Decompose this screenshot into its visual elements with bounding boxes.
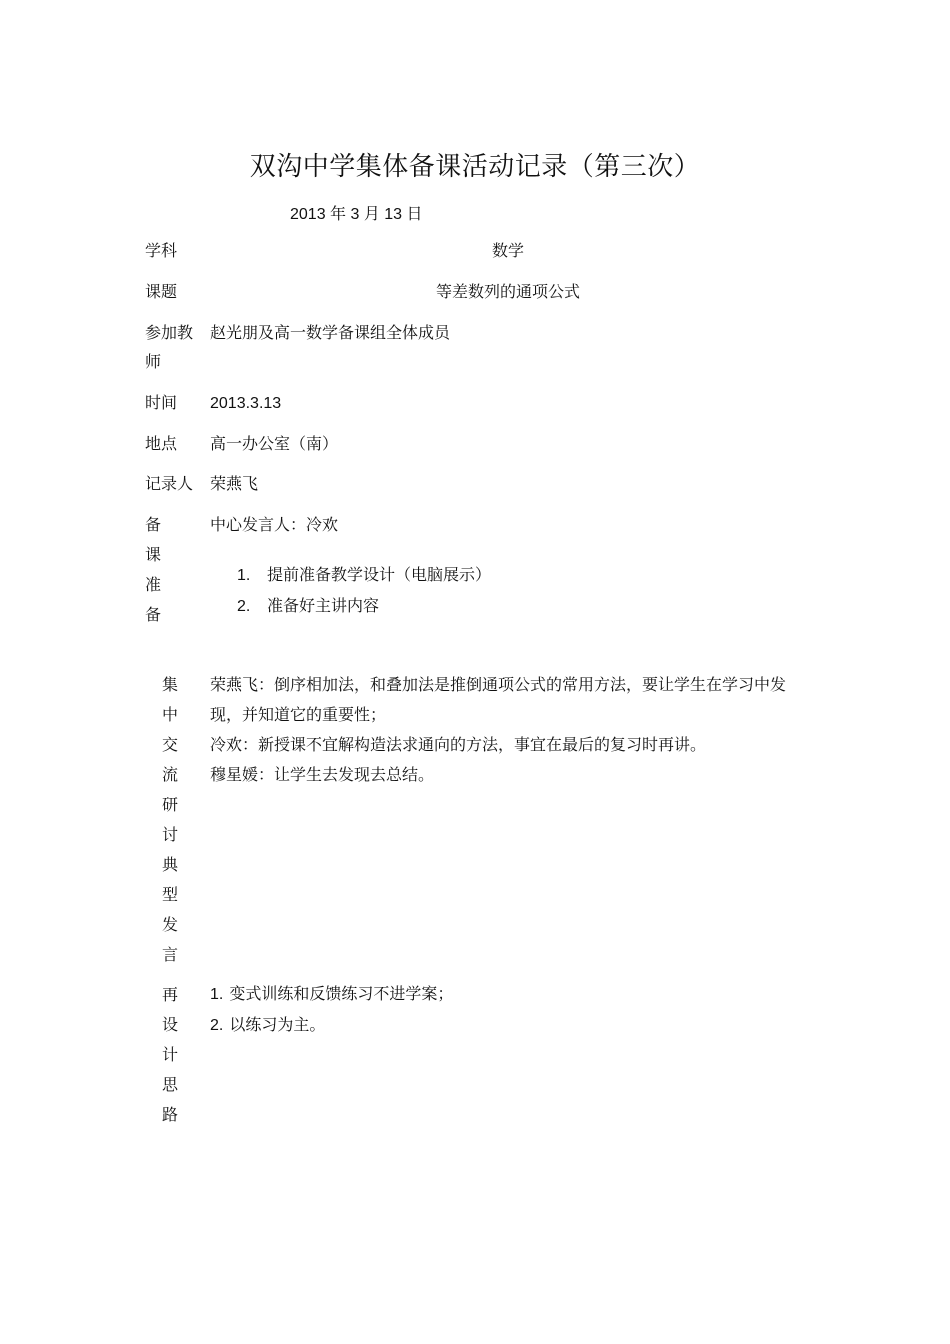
discussion-label-char: 交 — [161, 735, 178, 754]
recorder-label: 记录人 — [145, 474, 194, 493]
teachers-label-line2: 师 — [145, 352, 162, 371]
discussion-label-char: 集 — [161, 675, 178, 694]
teachers-label-line1: 参加教 — [145, 323, 194, 342]
list-item — [237, 591, 491, 622]
discussion-line: 穆星媛：让学生去发现去总结。 — [210, 765, 435, 784]
record-date: 2013 年 3 月 13 日 — [290, 206, 423, 223]
list-number: 2. — [237, 598, 251, 615]
prep-label — [138, 510, 168, 630]
discussion-label-char: 研 — [161, 795, 178, 814]
discussion-label-char: 流 — [161, 765, 178, 784]
prep-label-char: 课 — [144, 545, 161, 564]
redesign-list — [210, 979, 453, 1041]
redesign-label-char: 思 — [161, 1075, 178, 1094]
list-number: 1. — [237, 567, 251, 584]
discussion-label-char: 言 — [161, 945, 178, 964]
place-label: 地点 — [145, 434, 178, 453]
page-title: 双沟中学集体备课活动记录（第三次） — [249, 152, 701, 182]
list-item — [210, 1010, 453, 1041]
list-text: 提前准备教学设计（电脑展示） — [267, 565, 492, 584]
discussion-line: 荣燕飞：倒序相加法，和叠加法是推倒通项公式的常用方法，要让学生在学习中发现，并知道它的重要性； — [210, 675, 787, 724]
list-text: 变式训练和反馈练习不进学案； — [229, 984, 454, 1003]
discussion-text — [210, 670, 810, 790]
list-item — [210, 979, 453, 1010]
redesign-label-char: 设 — [161, 1015, 178, 1034]
discussion-label-char: 中 — [161, 705, 178, 724]
place-value: 高一办公室（南） — [210, 434, 339, 453]
teachers-value: 赵光朋及高一数学备课组全体成员 — [210, 323, 451, 342]
discussion-label-char: 典 — [161, 855, 178, 874]
list-text: 以练习为主。 — [229, 1015, 326, 1034]
redesign-label-char: 计 — [161, 1045, 178, 1064]
discussion-label — [155, 670, 185, 970]
prep-label-char: 备 — [144, 515, 161, 534]
prep-label-char: 备 — [144, 605, 161, 624]
discussion-label-char: 发 — [161, 915, 178, 934]
prep-speaker: 中心发言人：冷欢 — [210, 515, 339, 534]
redesign-label-char: 再 — [161, 985, 178, 1004]
discussion-line: 冷欢：新授课不宜解构造法求通向的方法，事宜在最后的复习时再讲。 — [210, 735, 707, 754]
redesign-label — [155, 980, 185, 1130]
time-value: 2013.3.13 — [210, 395, 282, 412]
prep-label-char: 准 — [144, 575, 161, 594]
list-item — [237, 560, 491, 591]
topic-label: 课题 — [145, 282, 178, 301]
prep-list — [237, 560, 491, 622]
teachers-label — [145, 318, 193, 376]
topic-value: 等差数列的通项公式 — [435, 282, 580, 301]
time-label: 时间 — [145, 393, 178, 412]
subject-label: 学科 — [145, 241, 178, 260]
list-text: 准备好主讲内容 — [267, 596, 380, 615]
discussion-label-char: 型 — [161, 885, 178, 904]
list-number: 1. — [210, 986, 224, 1003]
discussion-label-char: 讨 — [161, 825, 178, 844]
recorder-value: 荣燕飞 — [210, 474, 259, 493]
list-number: 2. — [210, 1017, 224, 1034]
redesign-label-char: 路 — [161, 1105, 178, 1124]
subject-value: 数学 — [491, 241, 524, 260]
